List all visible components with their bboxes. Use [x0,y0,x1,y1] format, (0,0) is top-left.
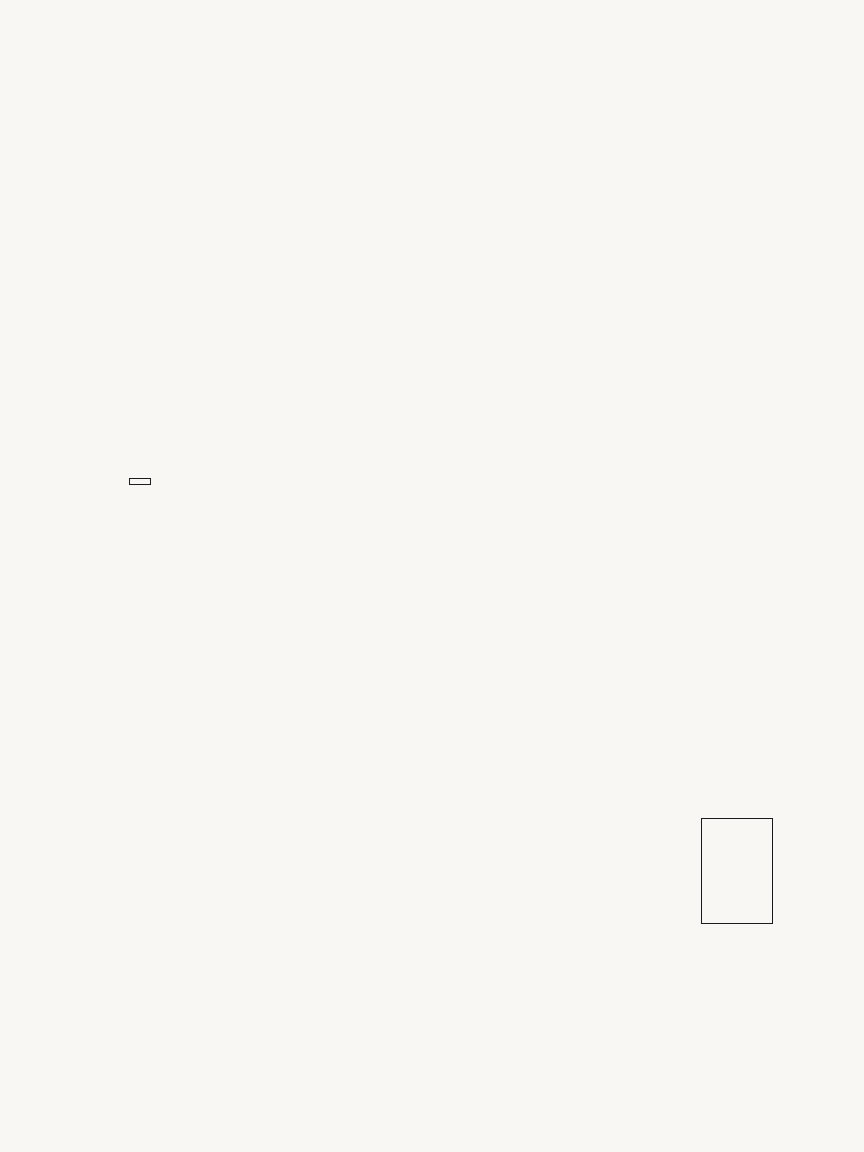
repeat-sign-box [701,818,773,924]
step-pattern-labels [0,186,864,240]
scale-letters-row [0,255,864,273]
play-again-note [651,896,665,1056]
natural-sign-intro-box [129,478,151,485]
